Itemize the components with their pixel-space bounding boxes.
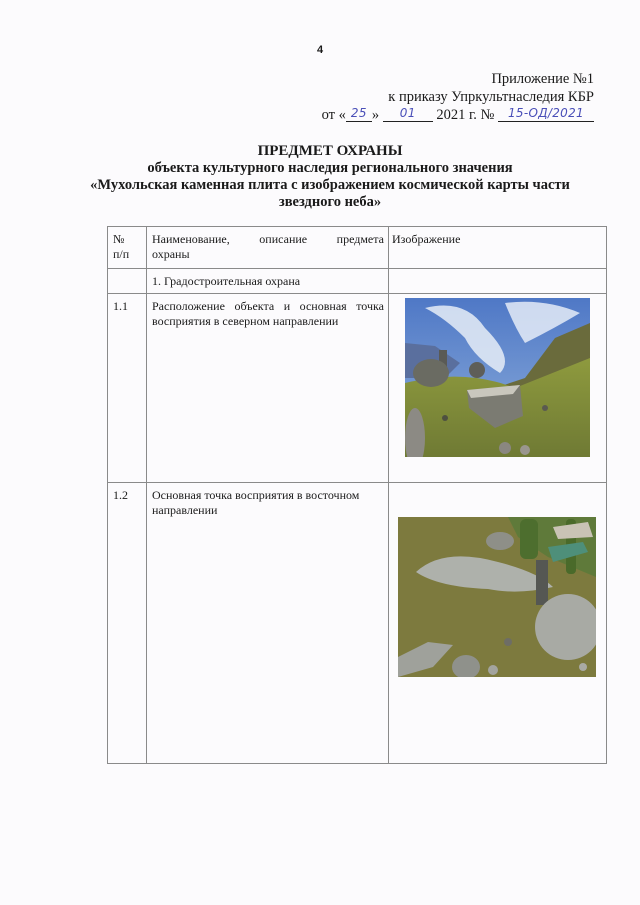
grassy-slope-boulders-photo-icon [398,517,596,677]
header-num [113,232,143,262]
date-prefix: от « [321,107,346,123]
appendix-title: Приложение №1 [491,71,594,87]
photo-east-view [398,517,596,677]
title-object-name-line2: звездного неба» [278,194,382,210]
appendix-header [322,70,594,124]
row-2-desc-line2: направлении [152,503,218,517]
table-border-top [107,226,607,227]
page-number: 4 [316,44,324,56]
table-border-bottom [107,763,607,764]
row-1-num: 1.1 [113,299,128,313]
appendix-order-ref: к приказу Упркультнаследия КБР [388,89,594,105]
table-border-right [606,226,607,764]
year-text: 2021 г. № [436,107,495,123]
section-label: 1. Градостроительная охрана [152,274,301,288]
row-divider [107,482,607,483]
order-number-field [498,106,594,122]
day-suffix: » [371,107,380,123]
title-object-name-line1: «Мухольская каменная плита с изображением космической карты части [90,177,570,193]
title-heading: ПРЕДМЕТ ОХРАНЫ [257,143,403,159]
header-name-line2: охраны [152,247,190,261]
row-1-desc-line2: восприятия в северном направлении [152,314,339,328]
title-subheading: объекта культурного наследия регионального значения [147,160,513,176]
row-1-desc-line1: Расположение объекта и основная точка [152,299,384,313]
appendix-date-line [322,106,594,124]
row-2-num: 1.2 [113,488,128,502]
column-divider-1 [146,226,147,764]
header-word: описание [259,232,308,246]
document-title [60,143,600,211]
header-image: Изображение [392,232,461,246]
protection-subject-table [107,226,607,764]
order-number-handwritten: 15-ОД/2021 [507,106,584,120]
header-word: Наименование, [152,232,230,246]
header-name-line1 [152,232,384,247]
header-word: предмета [336,232,384,246]
section-divider [107,293,607,294]
header-name [152,232,384,262]
mountain-slope-photo-icon [405,298,590,457]
header-divider [107,268,607,269]
column-divider-2 [388,226,389,764]
row-1-description [152,299,384,329]
day-handwritten: 25 [350,106,367,120]
month-field [383,106,433,122]
row-2-desc-line1: Основная точка восприятия в восточном [152,488,360,502]
table-border-left [107,226,108,764]
day-field [346,106,372,122]
row-2-description [152,488,384,518]
header-num-symbol: № [113,232,125,246]
photo-north-view [405,298,590,457]
header-num-abbr: п/п [113,247,130,261]
month-handwritten: 01 [399,106,416,120]
